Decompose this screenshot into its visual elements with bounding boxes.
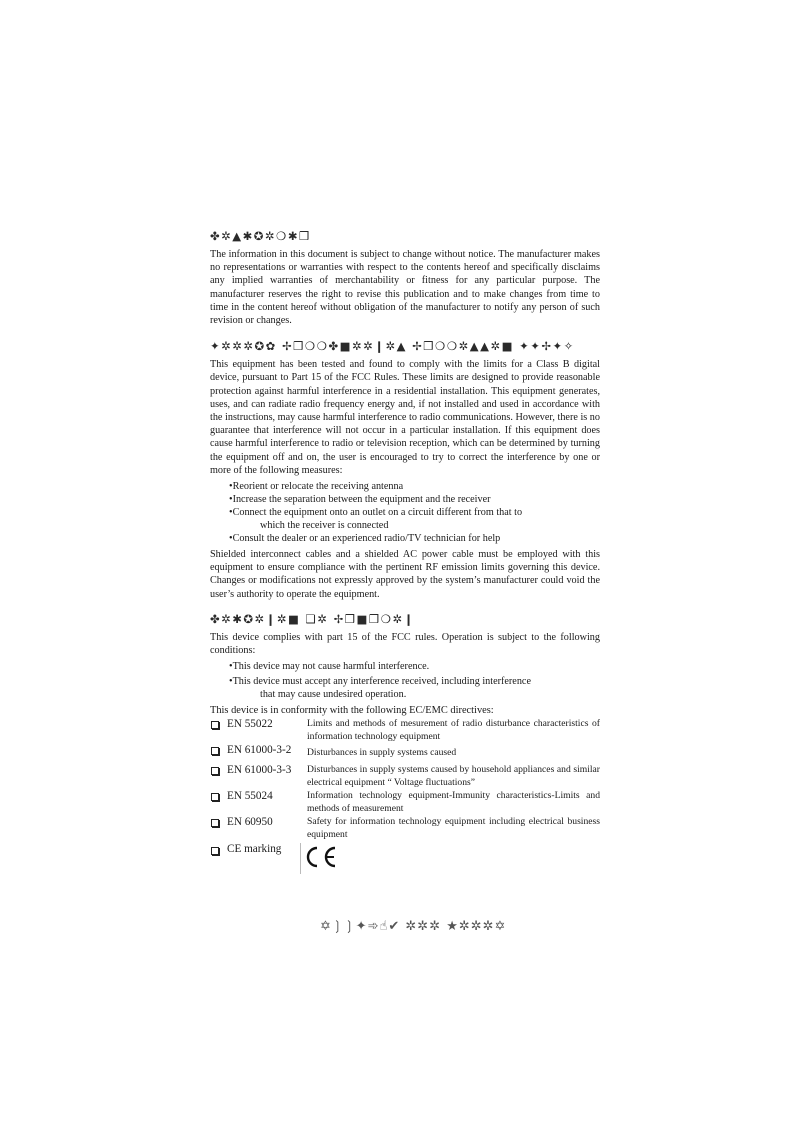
directive-description: Limits and methods of mesurement of radio disturbance characteristics of information technology equipment — [307, 718, 600, 742]
checkbox-icon — [211, 793, 219, 801]
list-item: that may cause undesired operation. — [260, 689, 407, 701]
table-row — [210, 843, 600, 874]
list-item: which the receiver is connected — [260, 520, 389, 532]
conformity-paragraph: This device complies with part 15 of the FCC rules. Operation is subject to the following conditions: — [210, 631, 600, 657]
ce-logo-icon — [301, 845, 341, 869]
table-row — [210, 718, 600, 744]
directive-description: Disturbances in supply systems caused — [307, 747, 457, 759]
conditions-list — [210, 660, 600, 701]
table-row — [210, 744, 600, 764]
list-item: •Connect the equipment onto an outlet on a circuit different from that to — [229, 507, 523, 519]
notice-paragraph: The information in this document is subject to change without notice. The manufacturer makes no representations or warranties with respect to the contents hereof and specifically disclaims any implied warranties of merchantability or fitness for any particular purpose. The manufacturer reserves the right to revise this publication and to make changes from time to time in the content hereof without obligation of the manufacturer to notify any person of such revision or changes. — [210, 249, 600, 327]
directive-description: Information technology equipment-Immunity characteristics-Limits and methods of measurement — [307, 790, 600, 814]
checkbox-icon — [211, 747, 219, 755]
interference-measures-list — [210, 480, 600, 545]
table-row — [210, 790, 600, 816]
shielded-cables-paragraph: Shielded interconnect cables and a shielded AC power cable must be employed with this equipment to ensure compliance with the pertinent RF emission limits governing this device. Changes or modifications not expressly approved by the system’s manufacturer could void the user’s authority to operate the equipment. — [210, 549, 600, 600]
list-item: •Increase the separation between the equipment and the receiver — [229, 494, 491, 506]
checkbox-icon — [211, 767, 219, 775]
document-page — [210, 229, 600, 874]
table-row — [210, 816, 600, 842]
directive-description: Safety for information technology equipment including electrical business equipment — [307, 816, 600, 840]
checkbox-icon — [211, 847, 219, 855]
list-item: •Reorient or relocate the receiving antenna — [229, 481, 404, 493]
directive-standard: EN 55024 — [227, 790, 273, 803]
directive-standard: EN 60950 — [227, 816, 273, 829]
footer-mark: ✡❳❳✦➾☝✔ ✲✲✲ ★✲✲✲✡ — [320, 919, 507, 934]
directive-description: Disturbances in supply systems caused by household appliances and similar electrical equipment “ Voltage fluctuations” — [307, 764, 600, 788]
directive-standard: EN 55022 — [227, 718, 273, 731]
ce-marking-label: CE marking — [227, 843, 282, 856]
directive-standard: EN 61000-3-3 — [227, 764, 292, 777]
fcc-class-b-heading: ✦✲✲✲✪✿ ✢❒❍❍✤■✲✲❙✲▲ ✢❒❍❍✲▲▲✲■ ✦✦✢✦✧ — [210, 339, 575, 354]
ce-logo — [300, 843, 341, 874]
table-row — [210, 764, 600, 790]
directive-standard: EN 61000-3-2 — [227, 744, 292, 757]
list-item: •Consult the dealer or an experienced radio/TV technician for help — [229, 533, 501, 545]
ec-directives-intro: This device is in conformity with the following EC/EMC directives: — [210, 705, 494, 717]
list-item: •This device must accept any interference received, including interference — [229, 676, 531, 688]
checkbox-icon — [211, 819, 219, 827]
list-item: •This device may not cause harmful interference. — [229, 661, 430, 673]
directives-table — [210, 718, 600, 874]
checkbox-icon — [211, 721, 219, 729]
notice-heading: ✤✲▲✱✪✲❍✱❒ — [210, 229, 311, 243]
conformity-heading: ✤✲✱✪✲❙✲■ ❑✲ ✢❒■❒❍✲❙ — [210, 611, 415, 626]
fcc-class-b-paragraph: This equipment has been tested and found to comply with the limits for a Class B digital device, pursuant to Part 15 of the FCC Rules. These limits are designed to provide reasonable protection against harmful interference in a residential installation. This equipment generates, uses, and can radiate radio frequency energy and, if not installed and used in accordance with the instructions, may cause harmful interference to radio communications. However, there is no guarantee that interference will not occur in a particular installation. If this equipment does cause harmful interference to radio or television reception, which can be determined by turning the equipment off and on, the user is encouraged to try to correct the interference by one or more of the following measures: — [210, 359, 600, 476]
